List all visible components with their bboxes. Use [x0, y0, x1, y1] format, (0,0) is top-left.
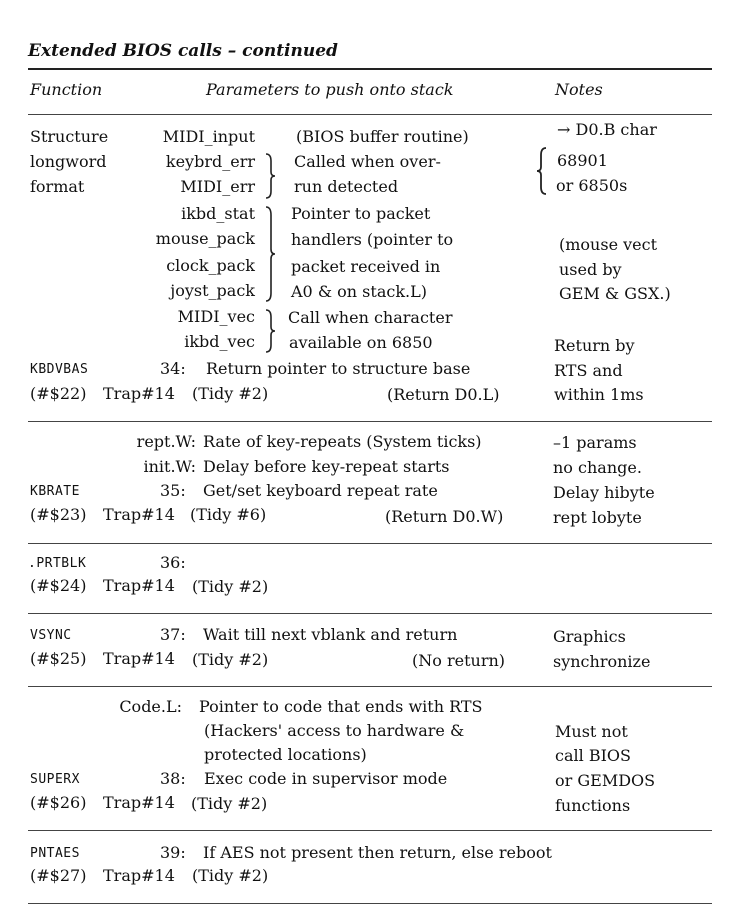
kbdvbas-desc: Return pointer to structure base: [206, 359, 471, 378]
prtblk-num: 36:: [160, 553, 186, 572]
note-mouse-1: (mouse vect: [559, 235, 658, 254]
vsync-name: VSYNC: [30, 628, 72, 643]
desc-midi-1: Call when character: [288, 308, 453, 327]
superx-note-1: Must not: [555, 722, 628, 741]
kbdvbas-tidy: (Tidy #2): [192, 384, 269, 403]
desc-packet-3: packet received in: [291, 257, 441, 276]
pntaes-code: (#$27): [30, 866, 87, 885]
superx-note-4: functions: [555, 796, 631, 815]
field-ikbd-stat: ikbd_stat: [181, 204, 255, 223]
superx-desc: Exec code in supervisor mode: [204, 769, 448, 788]
row-rule-4: [28, 686, 712, 687]
kbdvbas-note-3: within 1ms: [554, 385, 644, 404]
field-midi-input: MIDI_input: [162, 127, 255, 146]
vsync-desc: Wait till next vblank and return: [203, 625, 458, 644]
vsync-note-2: synchronize: [553, 652, 651, 671]
superx-note-3: or GEMDOS: [555, 771, 656, 790]
desc-overrun-1: Called when over-: [294, 152, 441, 171]
kbrate-note-2: no change.: [553, 458, 642, 477]
kbdvbas-num: 34:: [160, 359, 186, 378]
desc-packet-1: Pointer to packet: [291, 204, 431, 223]
note-mouse-2: used by: [559, 260, 622, 279]
brace-chips: [536, 147, 548, 195]
desc-packet-2: handlers (pointer to: [291, 230, 454, 249]
vsync-num: 37:: [160, 625, 186, 644]
field-midi-err: MIDI_err: [180, 177, 255, 196]
row-rule-1: [28, 421, 712, 422]
kbdvbas-note-1: Return by: [554, 336, 635, 355]
vsync-trap: Trap#14: [103, 649, 175, 668]
field-keybrd-err: keybrd_err: [165, 152, 255, 171]
title-rule: [28, 68, 712, 70]
note-chips-1: 68901: [557, 151, 608, 170]
vsync-return: (No return): [412, 651, 506, 670]
superx-param: Code.L:: [119, 697, 182, 716]
kbdvbas-code: (#$22): [30, 384, 87, 403]
desc-buffer: (BIOS buffer routine): [296, 127, 469, 146]
superx-param-desc-3: protected locations): [204, 745, 367, 764]
desc-midi-2: available on 6850: [289, 333, 433, 352]
structure-label-1: Structure: [30, 127, 109, 146]
pntaes-num: 39:: [160, 843, 186, 862]
kbrate-num: 35:: [160, 481, 186, 500]
superx-name: SUPERX: [30, 772, 80, 787]
kbrate-note-3: Delay hibyte: [553, 483, 655, 502]
brace-overrun: [264, 153, 276, 199]
superx-num: 38:: [160, 769, 186, 788]
field-ikbd-vec: ikbd_vec: [184, 332, 255, 351]
header-function: Function: [30, 80, 103, 99]
prtblk-tidy: (Tidy #2): [192, 577, 269, 596]
vsync-code: (#$25): [30, 649, 87, 668]
kbrate-param-2: init.W:: [143, 457, 196, 476]
header-notes: Notes: [555, 80, 603, 99]
superx-trap: Trap#14: [103, 793, 175, 812]
superx-param-desc-2: (Hackers' access to hardware &: [204, 721, 465, 740]
prtblk-trap: Trap#14: [103, 576, 175, 595]
row-rule-5: [28, 830, 712, 831]
field-midi-vec: MIDI_vec: [177, 307, 255, 326]
note-mouse-3: GEM & GSX.): [559, 284, 671, 303]
header-parameters: Parameters to push onto stack: [206, 80, 454, 99]
structure-label-2: longword: [30, 152, 107, 171]
kbrate-tidy: (Tidy #6): [190, 505, 267, 524]
row-rule-2: [28, 543, 712, 544]
note-chips-2: or 6850s: [556, 176, 628, 195]
kbrate-note-4: rept lobyte: [553, 508, 642, 527]
brace-midi: [264, 309, 276, 353]
prtblk-code: (#$24): [30, 576, 87, 595]
kbrate-return: (Return D0.W): [385, 507, 504, 526]
kbdvbas-return: (Return D0.L): [387, 385, 500, 404]
superx-param-desc-1: Pointer to code that ends with RTS: [199, 697, 483, 716]
kbdvbas-trap: Trap#14: [103, 384, 175, 403]
header-rule: [28, 114, 712, 115]
prtblk-name: .PRTBLK: [28, 556, 87, 571]
brace-packet: [264, 206, 276, 302]
vsync-note-1: Graphics: [553, 627, 626, 646]
kbrate-param-desc-2: Delay before key-repeat starts: [203, 457, 450, 476]
structure-label-3: format: [30, 177, 85, 196]
pntaes-desc: If AES not present then return, else reboot: [203, 843, 552, 862]
pntaes-tidy: (Tidy #2): [192, 866, 269, 885]
kbdvbas-note-2: RTS and: [554, 361, 623, 380]
pntaes-trap: Trap#14: [103, 866, 175, 885]
field-joyst-pack: joyst_pack: [170, 281, 255, 300]
kbrate-desc: Get/set keyboard repeat rate: [203, 481, 438, 500]
superx-tidy: (Tidy #2): [191, 794, 268, 813]
page-title: Extended BIOS calls – continued: [28, 41, 338, 61]
row-rule-3: [28, 613, 712, 614]
bottom-rule: [28, 903, 712, 904]
vsync-tidy: (Tidy #2): [192, 650, 269, 669]
note-d0b: → D0.B char: [557, 120, 657, 139]
desc-packet-4: A0 & on stack.L): [291, 282, 427, 301]
kbrate-param-desc-1: Rate of key-repeats (System ticks): [203, 432, 482, 451]
superx-note-2: call BIOS: [555, 746, 631, 765]
kbrate-trap: Trap#14: [103, 505, 175, 524]
field-mouse-pack: mouse_pack: [155, 229, 255, 248]
superx-code: (#$26): [30, 793, 87, 812]
kbrate-name: KBRATE: [30, 484, 80, 499]
desc-overrun-2: run detected: [294, 177, 399, 196]
field-clock-pack: clock_pack: [166, 256, 255, 275]
kbdvbas-name: KBDVBAS: [30, 362, 89, 377]
kbrate-code: (#$23): [30, 505, 87, 524]
kbrate-param-1: rept.W:: [136, 432, 196, 451]
pntaes-name: PNTAES: [30, 846, 80, 861]
kbrate-note-1: –1 params: [553, 433, 637, 452]
